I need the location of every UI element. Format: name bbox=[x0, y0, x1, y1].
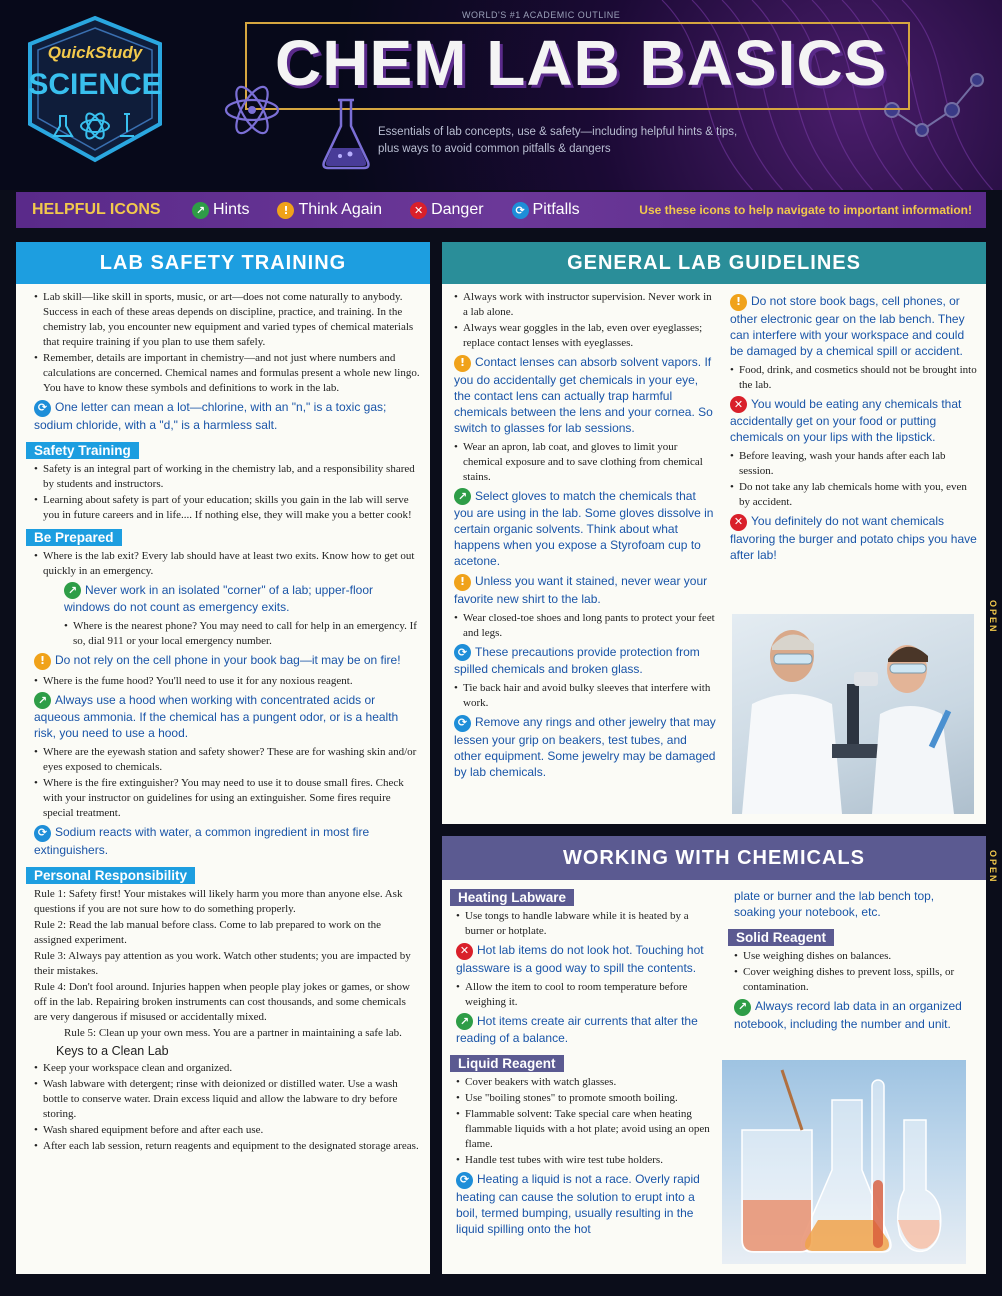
think-again-icon: ! bbox=[454, 574, 471, 591]
be-prepared-heading: Be Prepared bbox=[26, 529, 122, 546]
list-item: • Where is the fire extinguisher? You may need to use it to douse small fires. Check with your instructor on guidelines for using an extinguisher. Some fires require special treatment. bbox=[34, 776, 420, 821]
list-item: • Lab skill—like skill in sports, music, or art—does not come naturally to anybody. Success in each of these areas depends on discipline, practice, and training. In the chemistry lab, you encounter new equipment and varied types of chemical materials that require training if you plan to use them safely. bbox=[34, 290, 420, 350]
list-item: • Keep your workspace clean and organized. bbox=[34, 1061, 420, 1076]
rule-5: Rule 5: Clean up your own mess. You are a partner in maintaining a safe lab. bbox=[64, 1026, 402, 1039]
callout-text: Hot lab items do not look hot. Touching hot glassware is a good way to spill the contents. bbox=[456, 943, 704, 975]
callout-heating-race bbox=[456, 1171, 718, 1237]
callout-text: Hot items create air currents that alter the reading of a balance. bbox=[456, 1013, 698, 1045]
callout-text: Always record lab data in an organized notebook, including the number and unit. bbox=[734, 999, 962, 1031]
callout-text: You definitely do not want chemicals flavoring the burger and potato chips you have after lab! bbox=[730, 514, 977, 562]
quickstudy-logo bbox=[20, 14, 170, 164]
callout-corner bbox=[64, 582, 420, 616]
pitfalls-icon: ⟳ bbox=[34, 400, 51, 417]
list-item: • Wash shared equipment before and after each use. bbox=[34, 1123, 420, 1138]
callout-text: You would be eating any chemicals that accidentally get on your food or putting chemicals on your lips with the lipstick. bbox=[730, 396, 962, 444]
list-item: • Where are the eyewash station and safety shower? These are for washing skin and/or eyes exposed to chemicals. bbox=[34, 745, 420, 775]
callout-text: Unless you want it stained, never wear your favorite new shirt to the lab. bbox=[454, 574, 708, 606]
danger-icon: ✕ bbox=[730, 396, 747, 413]
list-item: • Food, drink, and cosmetics should not be brought into the lab. bbox=[730, 363, 978, 393]
list-item: • Wear closed-toe shoes and long pants to protect your feet and legs. bbox=[454, 611, 716, 641]
danger-icon: ✕ bbox=[730, 514, 747, 531]
legend-hints bbox=[192, 201, 249, 219]
list-item: • After each lab session, return reagents and equipment to the designated storage areas. bbox=[34, 1139, 420, 1154]
hint-icon: ↗ bbox=[734, 999, 751, 1016]
safety-panel bbox=[16, 284, 430, 1274]
brand-bottom: SCIENCE bbox=[28, 68, 162, 101]
think-again-icon: ! bbox=[34, 653, 51, 670]
list-item: • Always wear goggles in the lab, even over eyeglasses; replace contact lenses with eyeglasses. bbox=[454, 321, 716, 351]
list-item: • Use "boiling stones" to promote smooth boiling. bbox=[456, 1091, 718, 1106]
callout-text: Sodium reacts with water, a common ingredient in most fire extinguishers. bbox=[34, 825, 370, 857]
chemicals-heading-text: WORKING WITH CHEMICALS bbox=[563, 846, 865, 869]
legend-hints-label: Hints bbox=[213, 201, 250, 218]
callout-text: These precautions provide protection from spilled chemicals and broken glass. bbox=[454, 644, 700, 676]
list-item: • Handle test tubes with wire test tube holders. bbox=[456, 1153, 718, 1168]
callout-burger bbox=[730, 513, 978, 563]
guidelines-panel bbox=[442, 284, 986, 824]
list-item: • Where is the lab exit? Every lab should have at least two exits. Know how to get out quickly in an emergency. bbox=[34, 549, 420, 579]
list-item: • Cover weighing dishes to prevent loss, spills, or contamination. bbox=[734, 965, 974, 995]
legend-danger-label: Danger bbox=[431, 201, 484, 218]
list-item: • Use tongs to handle labware while it is heated by a burner or hotplate. bbox=[456, 909, 718, 939]
callout-record-data bbox=[734, 998, 974, 1032]
callout-text: Contact lenses can absorb solvent vapors. If you do accidentally get chemicals in your eye, the contact lens can actually trap harmful chemicals between the lens and your cornea. So switch to glasses for lab sessions. bbox=[454, 355, 713, 435]
callout-text: Heating a liquid is not a race. Overly rapid heating can cause the solution to erupt into a boil, termed bumping, usually resulting in the liquid spilling onto the hot bbox=[456, 1172, 700, 1236]
keys-heading: Keys to a Clean Lab bbox=[56, 1043, 169, 1058]
scientists-illustration bbox=[732, 614, 974, 814]
chemicals-heading bbox=[442, 836, 986, 880]
callout-text: Do not store book bags, cell phones, or other electronic gear on the lab bench. They can interfere with your workspace and could be damaged by a chemical spill or accident. bbox=[730, 294, 965, 358]
helpful-icons-label: HELPFUL ICONS bbox=[32, 201, 161, 218]
guidelines-heading bbox=[442, 242, 986, 284]
list-item: • Safety is an integral part of working in the chemistry lab, and a responsibility shared by students and instructors. bbox=[34, 462, 420, 492]
list-item: • Remember, details are important in chemistry—and not just where numbers and calculations are concerned. Chemical names and formulas present a whole new lingo. You have to know these symbols and definitions to work in the lab. bbox=[34, 351, 420, 396]
list-item: • Where is the fume hood? You'll need to use it for any noxious reagent. bbox=[34, 674, 420, 689]
callout-precautions bbox=[454, 644, 716, 678]
list-item: • Before leaving, wash your hands after each lab session. bbox=[730, 449, 978, 479]
callout-phone bbox=[34, 652, 420, 670]
list-item: • Learning about safety is part of your education; skills you gain in the lab will serve you in future careers and in life.... If nothing else, they will make you a better cook! bbox=[34, 493, 420, 523]
callout-text: Do not rely on the cell phone in your book bag—it may be on fire! bbox=[55, 653, 401, 667]
legend-pitfalls bbox=[512, 201, 580, 219]
heating-labware-heading: Heating Labware bbox=[450, 889, 574, 906]
page-subtitle: Essentials of lab concepts, use & safety—including helpful hints & tips, plus ways to avoid common pitfalls & dangers bbox=[378, 126, 738, 155]
callout-air-currents bbox=[456, 1013, 718, 1047]
rule-3: Rule 3: Always pay attention as you work. Watch other students; you are impacted by their mistakes. bbox=[34, 949, 411, 977]
pitfalls-icon: ⟳ bbox=[454, 644, 471, 661]
open-tab-upper: OPEN bbox=[988, 600, 998, 634]
flask-icon bbox=[318, 96, 374, 172]
pitfalls-icon: ⟳ bbox=[34, 825, 51, 842]
danger-icon: ✕ bbox=[410, 202, 427, 219]
helpful-icons-bar bbox=[16, 192, 986, 228]
hint-icon: ↗ bbox=[192, 202, 209, 219]
think-again-icon: ! bbox=[454, 355, 471, 372]
legend-pitfalls-label: Pitfalls bbox=[532, 201, 580, 218]
callout-rings bbox=[454, 714, 716, 780]
list-item: • Cover beakers with watch glasses. bbox=[456, 1075, 718, 1090]
list-item: • Allow the item to cool to room temperature before weighing it. bbox=[456, 980, 718, 1010]
think-again-icon: ! bbox=[730, 294, 747, 311]
callout-text: Never work in an isolated "corner" of a lab; upper-floor windows do not count as emergency exits. bbox=[64, 582, 373, 614]
list-item: • Flammable solvent: Take special care when heating flammable liquids with a hot plate; avoid using an open flame. bbox=[456, 1107, 718, 1152]
callout-chlorine bbox=[34, 399, 420, 433]
legend-danger bbox=[410, 201, 483, 219]
header bbox=[0, 0, 1002, 190]
list-item: • Where is the nearest phone? You may need to call for help in an emergency. If so, dial 911 or your local emergency number. bbox=[64, 619, 420, 649]
icons-note: Use these icons to help navigate to important information! bbox=[639, 203, 972, 217]
guidelines-heading-text: GENERAL LAB GUIDELINES bbox=[567, 251, 861, 274]
atom-icon bbox=[222, 80, 282, 140]
hint-icon: ↗ bbox=[456, 1013, 473, 1030]
callout-text: Always use a hood when working with concentrated acids or aqueous ammonia. If the chemical has a pungent odor, or is a health risk, you need to use a hood. bbox=[34, 692, 399, 740]
legend-think-again bbox=[277, 201, 382, 219]
callout-eating bbox=[730, 396, 978, 446]
safety-heading-text: LAB SAFETY TRAINING bbox=[99, 251, 347, 274]
hint-icon: ↗ bbox=[454, 488, 471, 505]
list-item: • Do not take any lab chemicals home with you, even by accident. bbox=[730, 480, 978, 510]
brand-top: QuickStudy bbox=[47, 43, 143, 62]
glassware-illustration bbox=[722, 1060, 966, 1264]
scientists-photo bbox=[732, 614, 974, 814]
callout-hood bbox=[34, 692, 420, 742]
callout-text: Select gloves to match the chemicals that you are using in the lab. Some gloves dissolve in certain organic solvents. Think about what happens when you expose a Styrofoam cup to acetone. bbox=[454, 488, 714, 568]
callout-bags bbox=[730, 293, 978, 359]
callout-sodium bbox=[34, 824, 420, 858]
glassware-photo bbox=[722, 1060, 966, 1264]
list-item: • Use weighing dishes on balances. bbox=[734, 949, 974, 964]
rule-2: Rule 2: Read the lab manual before class. Come to lab prepared to work on the assigned experiment. bbox=[34, 918, 382, 946]
page-title: CHEM LAB BASICS bbox=[275, 27, 888, 99]
chemicals-panel bbox=[442, 880, 986, 1274]
pitfalls-icon: ⟳ bbox=[454, 715, 471, 732]
personal-responsibility-heading: Personal Responsibility bbox=[26, 867, 195, 884]
hint-icon: ↗ bbox=[64, 582, 81, 599]
list-item: • Tie back hair and avoid bulky sleeves that interfere with work. bbox=[454, 681, 716, 711]
callout-text: Remove any rings and other jewelry that may lessen your grip on beakers, test tubes, and other equipment. Some jewelry may be damaged by lab chemicals. bbox=[454, 715, 716, 779]
safety-training-heading: Safety Training bbox=[26, 442, 139, 459]
think-again-icon: ! bbox=[277, 202, 294, 219]
list-item: • Always work with instructor supervision. Never work in a lab alone. bbox=[454, 290, 716, 320]
rule-1: Rule 1: Safety first! Your mistakes will likely harm you more than anyone else. Ask questions if you are not sure how to do something properly. bbox=[34, 887, 403, 915]
rule-4: Rule 4: Don't fool around. Injuries happen when people play jokes or games, or show off in the lab. Repairing broken instruments can cost thousands, and some chemicals are very dangerous if misused or accidentally mixed. bbox=[34, 980, 410, 1023]
danger-icon: ✕ bbox=[456, 943, 473, 960]
hint-icon: ↗ bbox=[34, 692, 51, 709]
safety-heading bbox=[16, 242, 430, 284]
callout-gloves bbox=[454, 488, 716, 570]
callout-continued: plate or burner and the lab bench top, soaking your notebook, etc. bbox=[734, 889, 935, 919]
legend-think-label: Think Again bbox=[298, 201, 383, 218]
callout-text: One letter can mean a lot—chlorine, with an "n," is a toxic gas; sodium chloride, with a "d," is a harmless salt. bbox=[34, 400, 387, 432]
callout-contacts bbox=[454, 354, 716, 436]
list-item: • Wash labware with detergent; rinse with deionized or distilled water. Use a wash bottle to conserve water. Drain excess liquid and allow the labware to dry before storing. bbox=[34, 1077, 420, 1122]
list-item: • Wear an apron, lab coat, and gloves to limit your chemical exposure and to save clothing from chemical stains. bbox=[454, 440, 716, 485]
callout-shirt bbox=[454, 573, 716, 607]
tagline: WORLD'S #1 ACADEMIC OUTLINE bbox=[462, 10, 621, 20]
callout-hot-items bbox=[456, 942, 718, 976]
pitfalls-icon: ⟳ bbox=[456, 1172, 473, 1189]
solid-reagent-heading: Solid Reagent bbox=[728, 929, 834, 946]
open-tab-lower: OPEN bbox=[988, 850, 998, 884]
pitfalls-icon: ⟳ bbox=[512, 202, 529, 219]
liquid-reagent-heading: Liquid Reagent bbox=[450, 1055, 564, 1072]
